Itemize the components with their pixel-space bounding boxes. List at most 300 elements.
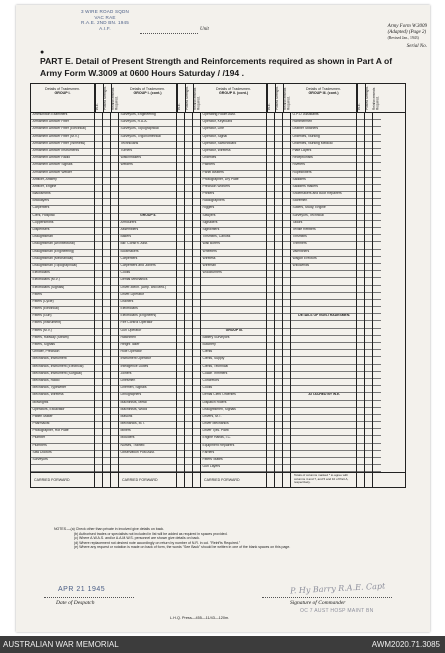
count-cell xyxy=(177,307,184,314)
count-cell xyxy=(267,350,274,357)
count-cell xyxy=(103,185,110,192)
count-cell xyxy=(365,458,372,465)
count-cell xyxy=(283,250,290,257)
trade-cell: Wagon Erectors xyxy=(291,257,356,264)
count-cell xyxy=(95,444,102,451)
count-cell xyxy=(111,314,118,321)
count-cell xyxy=(267,271,274,278)
count-cell xyxy=(373,458,381,465)
count-cell xyxy=(111,250,118,257)
count-cell xyxy=(357,365,364,372)
count-cell xyxy=(185,350,192,357)
count-cell xyxy=(373,171,381,178)
trade-cell xyxy=(291,336,356,343)
count-cell xyxy=(95,120,102,127)
trade-cell: Ropeknitters xyxy=(291,171,356,178)
count-cell xyxy=(111,386,118,393)
count-cell xyxy=(275,206,282,213)
count-cell xyxy=(103,465,110,472)
count-column xyxy=(95,113,103,472)
trade-column xyxy=(201,113,267,472)
count-cell xyxy=(185,250,192,257)
count-cell xyxy=(103,242,110,249)
count-cell xyxy=(177,120,184,127)
count-cell xyxy=(283,365,290,372)
count-cell xyxy=(111,127,118,134)
header-we: W.E. xyxy=(177,84,185,112)
count-cell xyxy=(111,192,118,199)
count-cell xyxy=(111,228,118,235)
header-we: W.E. xyxy=(267,84,275,112)
trade-cell: Storemen xyxy=(291,199,356,206)
count-cell xyxy=(177,357,184,364)
count-cell xyxy=(185,286,192,293)
trade-cell: Observation Post Asst. xyxy=(119,451,176,458)
count-cell xyxy=(177,199,184,206)
count-cell xyxy=(357,192,364,199)
count-cell xyxy=(177,321,184,328)
count-cell xyxy=(103,127,110,134)
trade-column xyxy=(291,113,357,472)
trade-cell xyxy=(291,408,356,415)
count-cell xyxy=(357,393,364,400)
count-cell xyxy=(95,278,102,285)
count-cell xyxy=(365,408,372,415)
count-cell xyxy=(111,444,118,451)
count-cell xyxy=(177,429,184,436)
count-cell xyxy=(373,142,381,149)
count-cell xyxy=(95,393,102,400)
trade-cell: Saddlers makers xyxy=(291,185,356,192)
count-cell xyxy=(275,214,282,221)
trade-cell: Fitters, Signals xyxy=(31,343,94,350)
trade-cell: Mechanics, Wireless xyxy=(31,393,94,400)
count-cell xyxy=(283,185,290,192)
trade-cell xyxy=(119,206,176,213)
trade-cell: Machinists, Metal xyxy=(119,401,176,408)
trade-cell: Armament Artificer Fitter (Electrical) xyxy=(31,127,94,134)
trade-cell: Carpenters xyxy=(31,206,94,213)
count-cell xyxy=(283,264,290,271)
count-cell xyxy=(185,171,192,178)
count-cell xyxy=(95,286,102,293)
trade-cell: Driver-Operator xyxy=(119,293,176,300)
count-cell xyxy=(185,228,192,235)
serial-number-label: Serial No. xyxy=(406,44,427,49)
trade-cell: Patten Maker xyxy=(31,415,94,422)
trade-cell: Intelligence Duties xyxy=(119,365,176,372)
count-cell xyxy=(193,221,200,228)
count-cell xyxy=(103,271,110,278)
count-cell xyxy=(193,264,200,271)
count-cell xyxy=(275,465,282,472)
count-cell xyxy=(275,329,282,336)
count-cell xyxy=(267,286,274,293)
trade-cell: Artificer, Artillery xyxy=(31,178,94,185)
trade-cell: Electricians (Signals) xyxy=(31,286,94,293)
count-cell xyxy=(193,321,200,328)
count-cell xyxy=(357,178,364,185)
trade-cell: Machinists, Wood xyxy=(119,408,176,415)
trade-cell: Clerk, Hospital xyxy=(31,214,94,221)
trade-cell: Surveyors, Technical xyxy=(291,214,356,221)
count-cell xyxy=(111,436,118,443)
count-cell xyxy=(193,127,200,134)
count-cell xyxy=(267,192,274,199)
trade-cell: Butchery xyxy=(201,343,266,350)
count-cell xyxy=(275,221,282,228)
count-cell xyxy=(95,336,102,343)
count-cell xyxy=(365,357,372,364)
count-column xyxy=(193,113,201,472)
count-column xyxy=(267,113,275,472)
count-cell xyxy=(357,242,364,249)
count-cell xyxy=(365,228,372,235)
count-cell xyxy=(373,365,381,372)
trade-cell xyxy=(119,192,176,199)
count-cell xyxy=(283,163,290,170)
trade-cell xyxy=(291,278,356,285)
count-cell xyxy=(283,429,290,436)
count-cell xyxy=(365,386,372,393)
count-cell xyxy=(365,250,372,257)
count-cell xyxy=(177,458,184,465)
count-cell xyxy=(193,235,200,242)
trade-cell: Armament Artificer Welder xyxy=(31,171,94,178)
count-cell xyxy=(357,336,364,343)
count-column xyxy=(177,113,185,472)
count-cell xyxy=(111,401,118,408)
count-cell xyxy=(111,135,118,142)
trade-cell: Draughtsman xyxy=(31,235,94,242)
count-cell xyxy=(365,307,372,314)
count-cell xyxy=(283,422,290,429)
count-cell xyxy=(275,156,282,163)
trade-cell xyxy=(291,444,356,451)
count-cell xyxy=(193,206,200,213)
count-cell xyxy=(193,444,200,451)
count-cell xyxy=(193,314,200,321)
count-cell xyxy=(185,307,192,314)
trade-cell: Fitters (Instrument) xyxy=(31,321,94,328)
count-cell xyxy=(95,221,102,228)
header-posted: Posted Strength. xyxy=(365,84,373,112)
count-cell xyxy=(357,465,364,472)
count-cell xyxy=(267,149,274,156)
trade-cell: Driver-Mech. (Amp. and Med.) xyxy=(119,286,176,293)
count-cell xyxy=(373,444,381,451)
count-cell xyxy=(111,379,118,386)
count-cell xyxy=(365,127,372,134)
header-posted: Posted Strength. xyxy=(185,84,193,112)
count-cell xyxy=(111,372,118,379)
trade-cell: Moulders xyxy=(119,436,176,443)
count-cell xyxy=(275,336,282,343)
count-cell xyxy=(103,235,110,242)
trade-cell: Receptionists xyxy=(291,156,356,163)
count-cell xyxy=(193,343,200,350)
count-cell xyxy=(283,120,290,127)
count-cell xyxy=(185,365,192,372)
count-cell xyxy=(283,286,290,293)
count-cell xyxy=(275,386,282,393)
trade-cell: Wheelers xyxy=(201,250,266,257)
count-cell xyxy=(103,408,110,415)
count-column xyxy=(103,113,111,472)
trade-cell: Instrument Operator xyxy=(119,357,176,364)
trade-cell: Linemen, Signals xyxy=(119,386,176,393)
trade-cell: Tailors xyxy=(291,221,356,228)
trade-cell: Dental Clerk Orderlies xyxy=(201,393,266,400)
count-cell xyxy=(193,329,200,336)
count-cell xyxy=(283,171,290,178)
count-cell xyxy=(373,429,381,436)
count-cell xyxy=(177,206,184,213)
count-cell xyxy=(95,401,102,408)
count-cell xyxy=(267,264,274,271)
count-cell xyxy=(283,307,290,314)
count-cell xyxy=(357,321,364,328)
trade-cell: Grinder, Precision xyxy=(31,350,94,357)
trade-cell: Bakers xyxy=(119,235,176,242)
count-cell xyxy=(365,415,372,422)
count-cell xyxy=(193,393,200,400)
trade-cell: Draughtsman (Topographical) xyxy=(31,264,94,271)
count-column xyxy=(357,113,365,472)
count-cell xyxy=(103,321,110,328)
count-cell xyxy=(373,228,381,235)
count-cell xyxy=(267,429,274,436)
count-cell xyxy=(177,264,184,271)
count-cell xyxy=(365,365,372,372)
trade-cell xyxy=(119,465,176,472)
count-cell xyxy=(103,120,110,127)
trade-cell: Turners xyxy=(119,149,176,156)
count-cell xyxy=(185,444,192,451)
count-cell xyxy=(267,235,274,242)
trade-cell: GROUP III. xyxy=(201,329,266,336)
count-cell xyxy=(275,286,282,293)
count-cell xyxy=(267,357,274,364)
trade-cell xyxy=(291,300,356,307)
count-cell xyxy=(103,393,110,400)
count-cell xyxy=(103,214,110,221)
count-cell xyxy=(283,113,290,120)
count-cell xyxy=(283,357,290,364)
count-cell xyxy=(185,336,192,343)
count-cell xyxy=(95,228,102,235)
count-cell xyxy=(275,422,282,429)
count-cell xyxy=(95,257,102,264)
count-cell xyxy=(267,163,274,170)
count-cell xyxy=(177,379,184,386)
count-cell xyxy=(283,192,290,199)
count-cell xyxy=(357,451,364,458)
count-cell xyxy=(357,163,364,170)
count-cell xyxy=(267,257,274,264)
count-cell xyxy=(177,314,184,321)
count-cell xyxy=(373,192,381,199)
count-cell xyxy=(193,171,200,178)
count-cell xyxy=(185,206,192,213)
count-cell xyxy=(357,314,364,321)
count-cell xyxy=(111,235,118,242)
count-cell xyxy=(185,120,192,127)
count-cell xyxy=(185,156,192,163)
count-cell xyxy=(193,242,200,249)
count-cell xyxy=(275,127,282,134)
count-cell xyxy=(267,336,274,343)
trade-cell: Driver Mechanics xyxy=(201,422,266,429)
army-form-reference: Army Form W.3009 (Adapted) (Page 2) (Revised Jan., 1943) xyxy=(387,24,427,40)
table-header xyxy=(31,84,405,113)
count-cell xyxy=(373,278,381,285)
trade-cell xyxy=(291,401,356,408)
count-cell xyxy=(111,321,118,328)
trade-cell: Fire Control Operator xyxy=(119,321,176,328)
archive-reference: AWM2020.71.3085 xyxy=(371,640,440,649)
count-cell xyxy=(193,278,200,285)
trade-cell: Textile Refitters xyxy=(291,228,356,235)
count-cell xyxy=(365,329,372,336)
count-cell xyxy=(365,257,372,264)
count-cell xyxy=(275,135,282,142)
count-cell xyxy=(193,300,200,307)
trade-cell xyxy=(119,458,176,465)
count-cell xyxy=(193,293,200,300)
count-column xyxy=(111,113,119,472)
count-cell xyxy=(103,257,110,264)
count-cell xyxy=(177,250,184,257)
count-cell xyxy=(373,422,381,429)
trade-cell: Fitters (Electrical) xyxy=(31,307,94,314)
count-cell xyxy=(95,149,102,156)
header-group2-cont: Details of Tradesmen. GROUP II. (cont.) xyxy=(201,84,267,112)
count-cell xyxy=(283,300,290,307)
trade-cell xyxy=(291,271,356,278)
count-cell xyxy=(373,415,381,422)
count-cell xyxy=(177,372,184,379)
count-cell xyxy=(185,293,192,300)
count-cell xyxy=(177,235,184,242)
header-reinf: Reinforcements Required. xyxy=(193,84,201,112)
trade-cell: Fitters xyxy=(31,293,94,300)
count-cell xyxy=(177,286,184,293)
trade-cell: Mechanics, Instrument (Surgical) xyxy=(31,372,94,379)
count-cell xyxy=(275,458,282,465)
count-cell xyxy=(373,314,381,321)
trade-cell: Coppersmiths xyxy=(31,221,94,228)
count-cell xyxy=(283,228,290,235)
trade-cell: Clerks, Technical xyxy=(201,365,266,372)
trade-cell: Carpenters and Joiners xyxy=(119,264,176,271)
count-cell xyxy=(103,415,110,422)
count-cell xyxy=(357,235,364,242)
count-cell xyxy=(357,357,364,364)
count-cell xyxy=(267,113,274,120)
trade-cell: ATTACHED BY W.E. xyxy=(291,393,356,400)
count-cell xyxy=(103,372,110,379)
trade-cell: Gun Layers xyxy=(201,465,266,472)
count-cell xyxy=(193,178,200,185)
count-cell xyxy=(373,271,381,278)
trade-cell: Driver Tpts. Plant xyxy=(201,429,266,436)
count-cell xyxy=(111,300,118,307)
count-cell xyxy=(111,357,118,364)
count-cell xyxy=(193,408,200,415)
count-cell xyxy=(283,336,290,343)
count-cell xyxy=(111,221,118,228)
count-cell xyxy=(185,300,192,307)
count-cell xyxy=(103,199,110,206)
count-cell xyxy=(111,393,118,400)
trade-cell: Hammermen xyxy=(291,120,356,127)
count-cell xyxy=(275,120,282,127)
header-we: W.E. xyxy=(357,84,365,112)
count-cell xyxy=(365,465,372,472)
header-reinf: Reinforcements Required. xyxy=(283,84,291,112)
trade-cell: Saw Doctors xyxy=(31,451,94,458)
count-cell xyxy=(95,343,102,350)
count-cell xyxy=(193,271,200,278)
count-cell xyxy=(373,336,381,343)
count-cell xyxy=(373,300,381,307)
count-cell xyxy=(193,142,200,149)
count-cell xyxy=(275,393,282,400)
carried-forward-row xyxy=(31,472,405,487)
trade-cell: Saddlers xyxy=(291,178,356,185)
count-cell xyxy=(193,250,200,257)
count-cell xyxy=(193,365,200,372)
trade-cell: Wireless xyxy=(201,257,266,264)
trade-cell xyxy=(291,422,356,429)
trade-cell: Bkr. Const'n. Asst. xyxy=(119,242,176,249)
count-cell xyxy=(193,357,200,364)
trade-cell: Operator, Switchboard xyxy=(201,142,266,149)
trade-cell: Armourers xyxy=(119,221,176,228)
count-cell xyxy=(193,214,200,221)
trade-cell: Operator, Keyboard xyxy=(201,120,266,127)
count-cell xyxy=(275,415,282,422)
count-cell xyxy=(373,329,381,336)
count-cell xyxy=(283,178,290,185)
trade-cell: Armament Artificer Fitter (Wireless) xyxy=(31,142,94,149)
count-cell xyxy=(111,286,118,293)
count-cell xyxy=(283,199,290,206)
count-cell xyxy=(267,135,274,142)
trade-cell xyxy=(291,286,356,293)
trade-cell: Dental Mechanics xyxy=(119,278,176,285)
count-cell xyxy=(103,156,110,163)
trade-cell: Leather Stitchers xyxy=(291,127,356,134)
trade-cell: Precision Workers xyxy=(201,185,266,192)
count-cell xyxy=(373,257,381,264)
count-cell xyxy=(365,206,372,213)
trade-cell: Operators, Excavator xyxy=(31,408,94,415)
trade-cell: Mechanics, Typewriter xyxy=(31,386,94,393)
count-cell xyxy=(103,350,110,357)
trade-cell xyxy=(291,372,356,379)
trade-cell: Cooks xyxy=(201,386,266,393)
count-cell xyxy=(185,465,192,472)
trade-cell: Fitters (Cycle) xyxy=(31,300,94,307)
count-cell xyxy=(95,329,102,336)
count-cell xyxy=(267,314,274,321)
count-cell xyxy=(103,149,110,156)
count-cell xyxy=(95,321,102,328)
count-cell xyxy=(111,214,118,221)
count-column xyxy=(373,113,381,472)
